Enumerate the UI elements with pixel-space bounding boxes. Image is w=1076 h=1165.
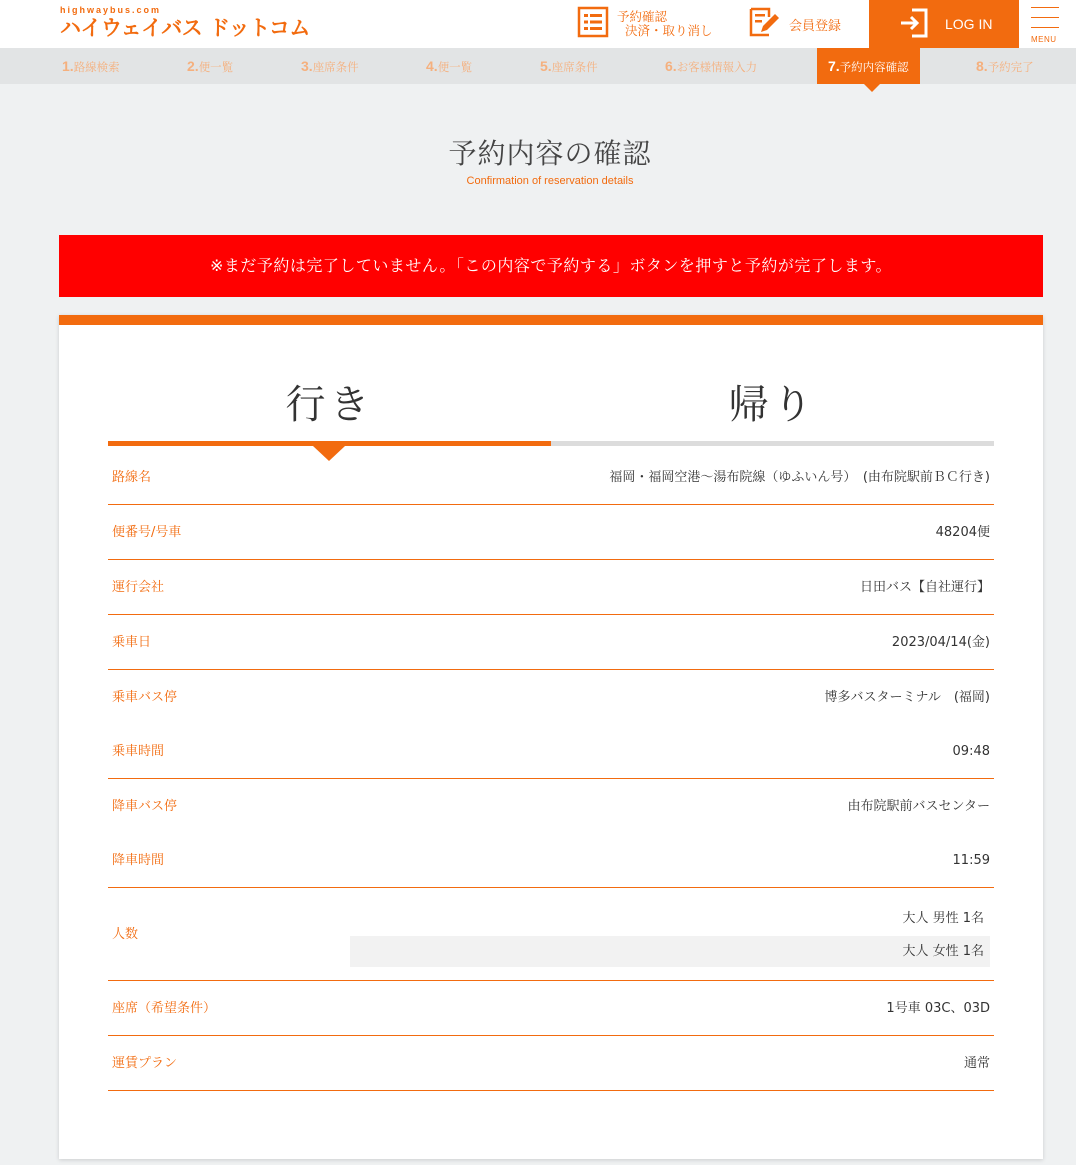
reservation-confirm-label: 予約確認 (617, 9, 668, 24)
step-number: 3. (301, 58, 313, 74)
detail-value: 1号車 03C、03D (886, 1001, 990, 1016)
reservation-details-card (59, 315, 1043, 1159)
list-icon (577, 6, 609, 42)
page-subtitle: Confirmation of reservation details (466, 175, 634, 187)
progress-steps (0, 48, 1076, 84)
detail-label: 乗車時間 (112, 744, 165, 759)
step-3 (301, 48, 359, 84)
detail-row-fare-plan (108, 1036, 994, 1091)
detail-label: 乗車バス停 (112, 690, 178, 705)
details-table (108, 450, 994, 1091)
step-label: お客様情報入力 (676, 60, 758, 74)
step-label: 便一覧 (198, 60, 234, 74)
menu-icon-bar (1031, 7, 1059, 8)
detail-row-operator (108, 560, 994, 615)
detail-value: 2023/04/14(金) (891, 635, 990, 650)
detail-value: 日田バス【自社運行】 (859, 580, 990, 595)
detail-value: 由布院駅前バスセンター (847, 799, 990, 814)
detail-row-alight-stop (108, 779, 994, 834)
step-label: 路線検索 (73, 60, 120, 74)
passenger-line: 大人 男性 1名 (902, 911, 984, 926)
login-door-icon (899, 7, 929, 42)
step-5 (540, 48, 598, 84)
step-pointer (864, 84, 880, 92)
member-register-button[interactable] (747, 0, 841, 48)
detail-value: 09:48 (952, 744, 990, 759)
trip-tabs (108, 370, 994, 450)
menu-icon-bar (1031, 27, 1059, 28)
step-6 (665, 48, 757, 84)
detail-label: 運行会社 (112, 580, 165, 595)
step-4 (426, 48, 472, 84)
step-number: 5. (540, 58, 552, 74)
detail-value: 48204便 (935, 525, 990, 540)
tab-return[interactable]: 帰り (728, 382, 817, 428)
step-8 (976, 48, 1034, 84)
detail-row-bus-number (108, 505, 994, 560)
detail-row-board-time (108, 725, 994, 779)
logo-domain: highwaybus.com (60, 5, 162, 15)
menu-label: MENU (1031, 35, 1057, 44)
tab-outbound[interactable]: 行き (285, 382, 374, 428)
detail-label: 降車バス停 (112, 799, 178, 814)
step-number: 2. (187, 58, 199, 74)
step-number: 8. (976, 58, 988, 74)
step-number: 1. (62, 58, 74, 74)
edit-icon (747, 5, 781, 43)
site-header (0, 0, 1076, 48)
detail-label: 人数 (112, 927, 139, 942)
detail-row-date (108, 615, 994, 670)
logo-text: ハイウェイバス ドットコム (60, 16, 310, 40)
step-number: 6. (665, 58, 677, 74)
detail-label: 座席（希望条件） (112, 1001, 217, 1016)
step-label: 予約完了 (987, 60, 1034, 74)
login-label: LOG IN (945, 16, 993, 32)
detail-label: 路線名 (112, 470, 152, 485)
detail-row-alight-time (108, 834, 994, 888)
detail-label: 降車時間 (112, 853, 165, 868)
detail-row-seats (108, 981, 994, 1036)
step-2 (187, 48, 233, 84)
detail-row-passengers (108, 888, 994, 981)
detail-value: 博多バスターミナル (福岡) (824, 690, 990, 705)
reservation-confirm-button[interactable] (577, 0, 713, 48)
reservation-payment-label: 決済・取り消し (625, 23, 713, 38)
step-label: 予約内容確認 (839, 60, 909, 74)
step-number: 4. (426, 58, 438, 74)
detail-row-route (108, 450, 994, 505)
incomplete-warning-banner: ※まだ予約は完了していません。「この内容で予約する」ボタンを押すと予約が完了します。 (59, 235, 1043, 297)
step-label: 便一覧 (437, 60, 473, 74)
hamburger-menu-button[interactable] (1025, 0, 1065, 48)
detail-value: 福岡・福岡空港〜湯布院線（ゆふいん号） (由布院駅前ＢＣ行き) (609, 470, 990, 485)
detail-value: 11:59 (952, 853, 990, 868)
tab-inactive-underline (551, 441, 994, 446)
detail-label: 運賃プラン (112, 1056, 178, 1071)
step-7-active (817, 48, 920, 84)
passenger-line: 大人 女性 1名 (350, 936, 990, 967)
step-label: 座席条件 (312, 60, 359, 74)
detail-row-board-stop (108, 670, 994, 725)
login-button[interactable] (869, 0, 1019, 48)
detail-label: 乗車日 (112, 635, 152, 650)
site-logo[interactable] (60, 5, 310, 41)
detail-label: 便番号/号車 (112, 525, 182, 540)
page-title: 予約内容の確認 (448, 137, 652, 170)
step-1 (62, 48, 120, 84)
step-label: 座席条件 (551, 60, 598, 74)
member-register-label: 会員登録 (789, 18, 842, 34)
detail-value: 通常 (963, 1056, 990, 1071)
menu-icon-bar (1031, 17, 1059, 18)
step-number: 7. (828, 58, 840, 74)
